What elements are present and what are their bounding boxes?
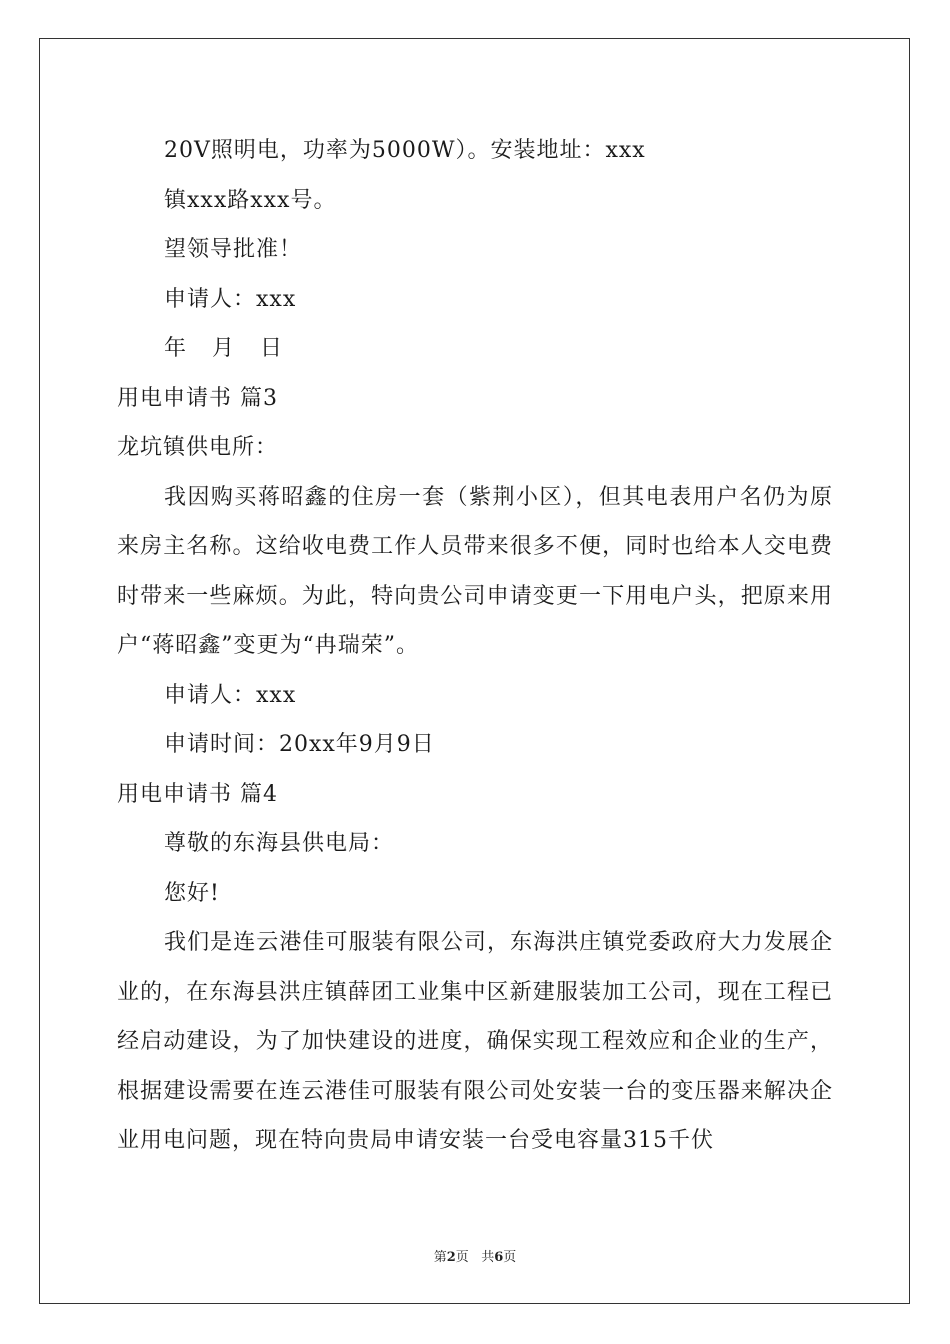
body-paragraph: 我因购买蒋昭鑫的住房一套（紫荆小区），但其电表用户名仍为原来房主名称。这给收电费工作人员带来很多不便，同时也给本人交电费时带来一些麻烦。为此，特向贵公司申请变更一下用电户头，把原来用户“蒋昭鑫”变更为“冉瑞荣”。 xyxy=(117,484,833,658)
footer-page-number: 2 xyxy=(446,1250,456,1265)
page-footer xyxy=(0,1246,950,1265)
section-heading: 用电申请书 篇3 xyxy=(117,385,278,411)
footer-total-number: 6 xyxy=(494,1250,504,1265)
body-paragraph: 我们是连云港佳可服装有限公司，东海洪庄镇党委政府大力发展企业的，在东海县洪庄镇薛团工业集中区新建服装加工公司，现在工程已经启动建设，为了加快建设的进度，确保实现工程效应和企业的生产，根据建设需要在连云港佳可服装有限公司处安装一台的变压器来解决企业用电问题，现在特向贵局申请安装一台受电容量315千伏 xyxy=(117,930,833,1153)
applicant-line: 申请人：xxx xyxy=(164,286,297,312)
footer-total-prefix: 共 xyxy=(481,1250,495,1265)
application-date: 申请时间：20xx年9月9日 xyxy=(164,732,435,757)
text-line: 望领导批准！ xyxy=(164,237,303,262)
text-line: 20V照明电，功率为5000W）。安装地址：xxx xyxy=(164,138,646,163)
footer-total-suffix: 页 xyxy=(503,1250,517,1265)
footer-page-suffix: 页 xyxy=(455,1250,469,1265)
salutation: 尊敬的东海县供电局： xyxy=(164,831,395,856)
text-line: 镇xxx路xxx号。 xyxy=(164,187,337,213)
greeting: 您好! xyxy=(164,880,220,906)
section-heading: 用电申请书 篇4 xyxy=(117,781,278,807)
document-body xyxy=(117,126,833,1166)
date-month: 月 xyxy=(212,336,236,361)
date-day: 日 xyxy=(260,336,284,361)
salutation: 龙坑镇供电所： xyxy=(117,435,279,460)
footer-page-prefix: 第 xyxy=(433,1250,447,1265)
date-line xyxy=(117,324,833,374)
date-year: 年 xyxy=(164,336,188,361)
applicant-line: 申请人：xxx xyxy=(164,682,297,708)
